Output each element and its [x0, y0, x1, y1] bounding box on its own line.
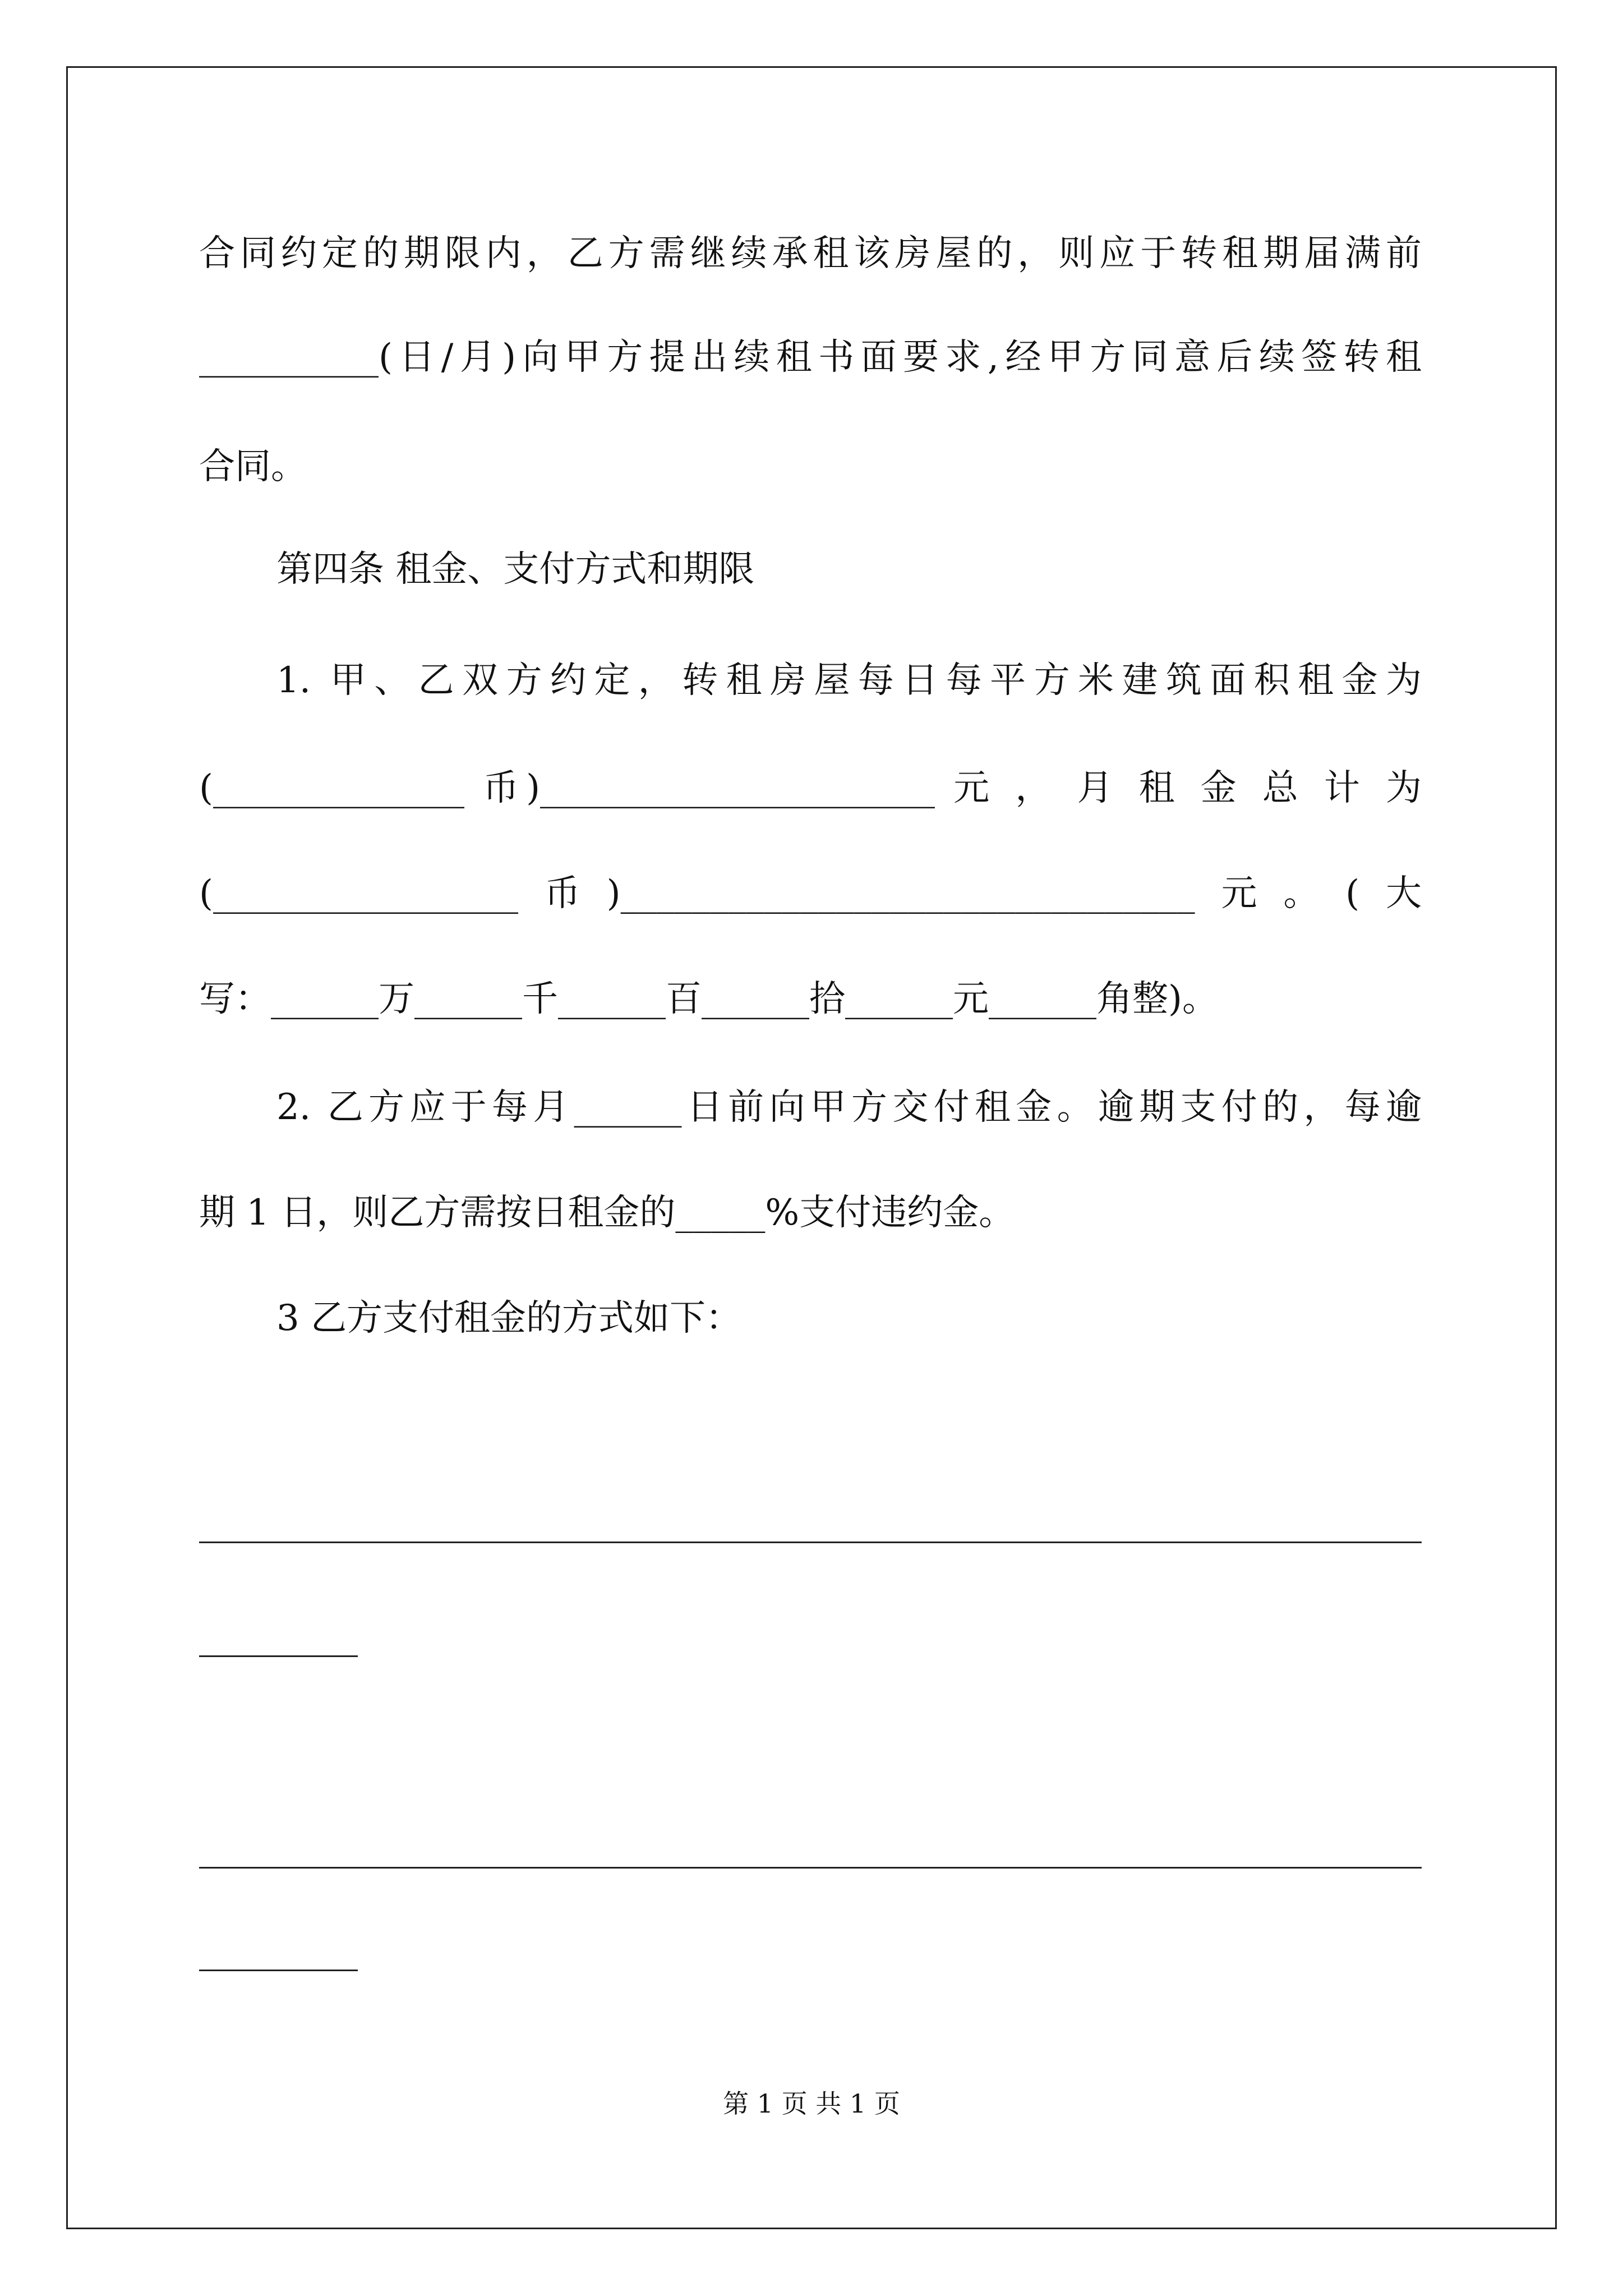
page-border — [66, 66, 1557, 2229]
blank-fill-line — [199, 1655, 358, 1657]
clause-line: 3 乙方支付租金的方式如下： — [276, 1297, 742, 1339]
clause-line: (______________ 币)______________________ 元 ， 月 租 金 总 计 为 — [199, 767, 1422, 809]
clause-line: 期 1 日，则乙方需按日租金的_____%支付违约金。 — [199, 1192, 1015, 1234]
paragraph-line: 合同。 — [199, 446, 307, 487]
page-number-footer: 第 1 页 共 1 页 — [723, 2088, 900, 2119]
blank-fill-line — [199, 1867, 1422, 1869]
clause-line: (_________________币)________________________________元。(大 — [199, 873, 1422, 914]
paragraph-line: 合同约定的期限内，乙方需继续承租该房屋的，则应于转租期届满前 — [199, 233, 1422, 274]
blank-fill-line — [199, 1542, 1422, 1543]
blank-fill-line — [199, 1970, 358, 1971]
article-heading: 第四条 租金、支付方式和期限 — [276, 549, 755, 590]
clause-line: 2. 乙方应于每月______日前向甲方交付租金。逾期支付的，每逾 — [276, 1087, 1422, 1128]
clause-line: 写：______万______千______百______拾______元______角整)。 — [199, 978, 1218, 1020]
paragraph-line: __________(日/月)向甲方提出续租书面要求,经甲方同意后续签转租 — [199, 337, 1422, 378]
clause-line: 1. 甲、乙双方约定，转租房屋每日每平方米建筑面积租金为 — [276, 660, 1422, 701]
